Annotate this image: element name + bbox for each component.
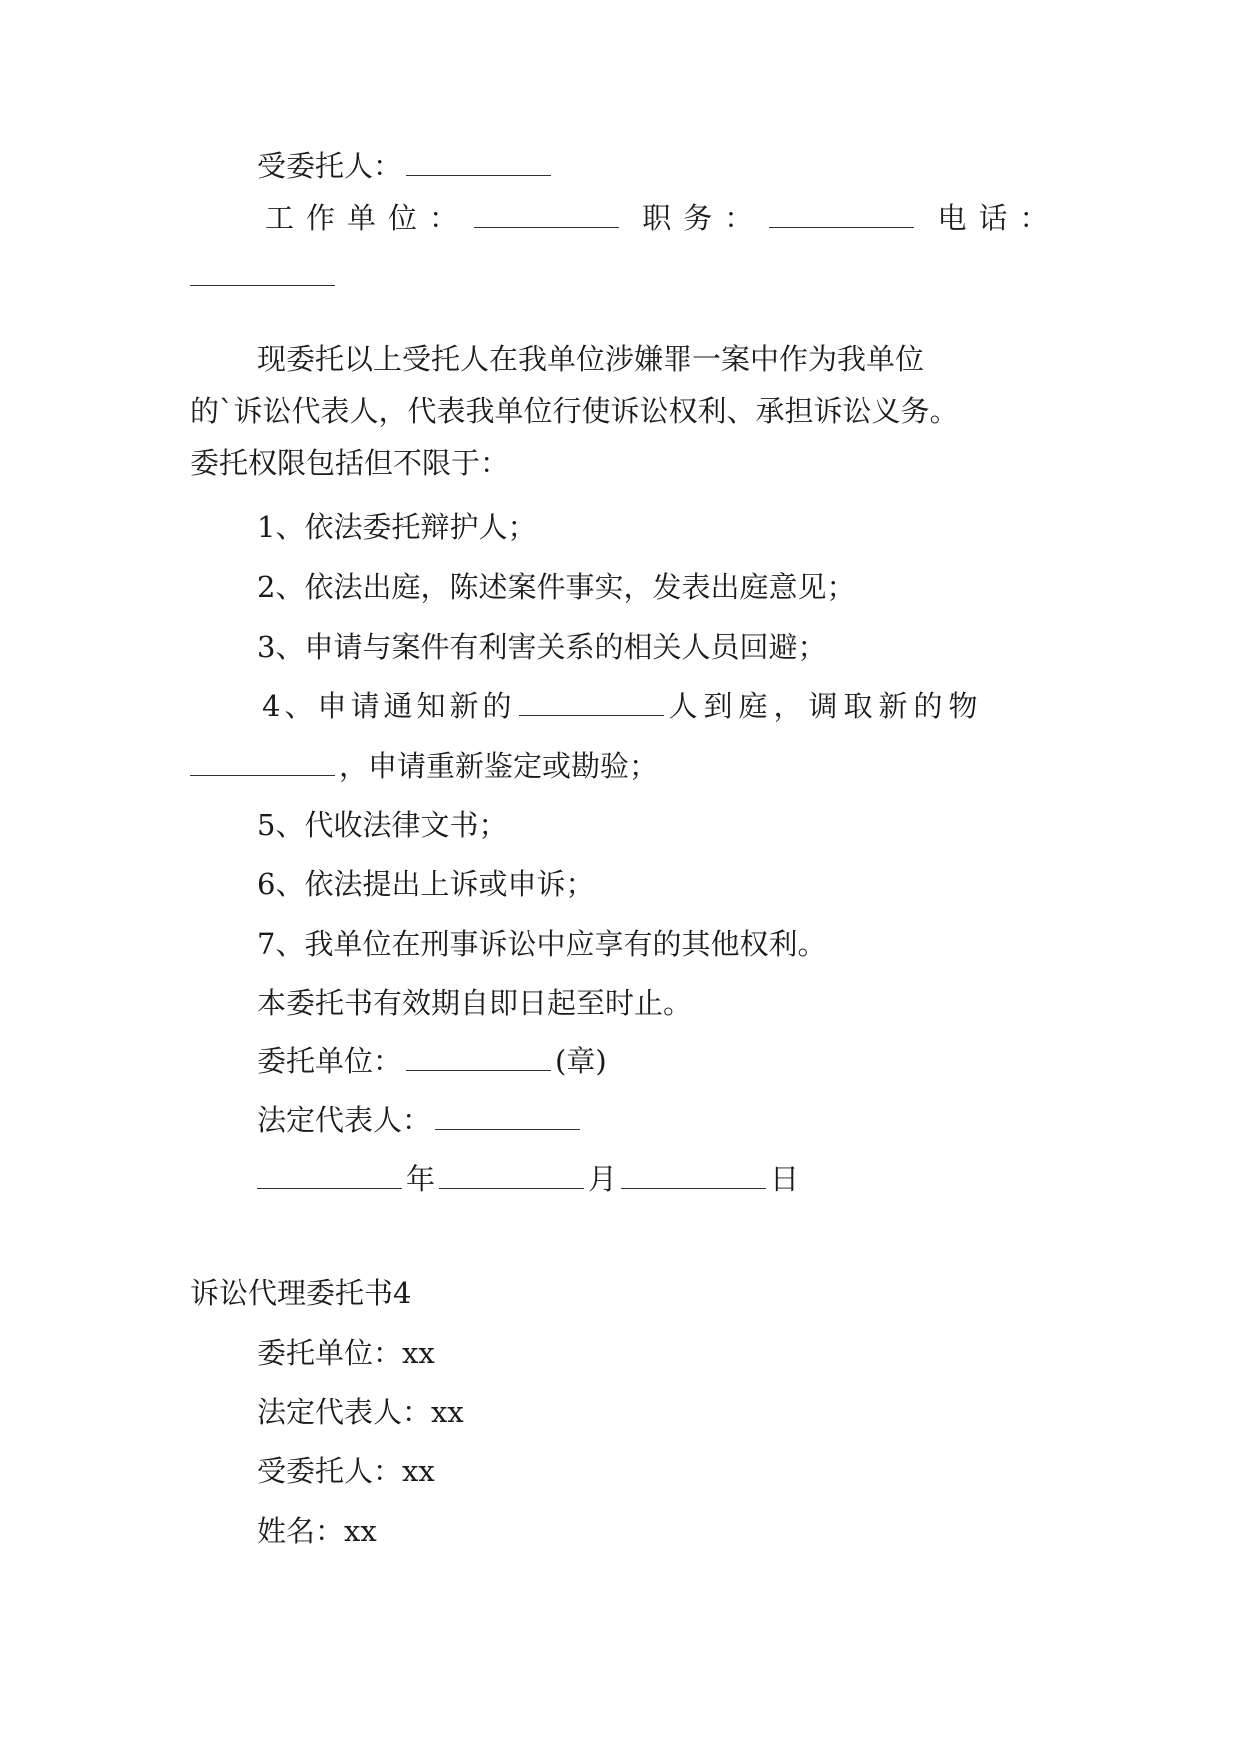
item4-part3: ，申请重新鉴定或勘验； (339, 749, 659, 783)
year-blank (257, 1164, 402, 1189)
item4-part1: 4、申请通知新的 (262, 689, 516, 723)
work-unit-label: 工作单位： (265, 201, 471, 235)
list-item-7: 7、我单位在刑事诉讼中应享有的其他权利。 (257, 927, 827, 961)
item4-part2: 人到庭，调取新的物 (668, 689, 984, 723)
list-item-3: 3、申请与案件有利害关系的相关人员回避； (257, 630, 827, 664)
trustee-line (257, 146, 555, 186)
phone-blank (190, 261, 335, 286)
month-label: 月 (588, 1162, 618, 1196)
para1-line1: 现委托以上受托人在我单位涉嫌罪一案中作为我单位 (257, 342, 925, 376)
month-blank (439, 1164, 584, 1189)
list-item-5: 5、代收法律文书； (257, 808, 508, 842)
section-title: 诉讼代理委托书4 (190, 1276, 412, 1310)
legal-rep-blank (435, 1105, 580, 1130)
client-unit-label: 委托单位： (257, 1044, 403, 1078)
s4-trustee: 受委托人：xx (257, 1454, 435, 1488)
client-unit-blank (406, 1046, 551, 1071)
list-item-1: 1、依法委托辩护人； (257, 510, 537, 544)
para1-line3: 委托权限包括但不限于： (190, 446, 510, 480)
day-blank (621, 1164, 766, 1189)
day-label: 日 (770, 1162, 800, 1196)
seal-mark: (章) (555, 1044, 607, 1078)
validity-line: 本委托书有效期自即日起至时止。 (257, 986, 693, 1020)
item4-blank2 (190, 751, 335, 776)
list-item-6: 6、依法提出上诉或申诉； (257, 867, 595, 901)
phone-blank-line (190, 256, 339, 296)
client-unit-line (257, 1041, 607, 1081)
s4-name: 姓名：xx (257, 1514, 377, 1548)
s4-client-unit: 委托单位：xx (257, 1336, 435, 1370)
trustee-label: 受委托人： (257, 149, 403, 183)
list-item-4 (262, 686, 983, 726)
work-unit-line (265, 198, 1060, 238)
position-blank (769, 203, 914, 228)
legal-rep-line (257, 1100, 584, 1140)
position-label: 职务： (642, 201, 766, 235)
date-line (257, 1159, 799, 1199)
legal-rep-label: 法定代表人： (257, 1103, 432, 1137)
phone-label: 电话： (937, 201, 1061, 235)
item4-blank1 (519, 691, 664, 716)
list-item-4-cont (190, 746, 658, 786)
list-item-2: 2、依法出庭，陈述案件事实，发表出庭意见； (257, 570, 856, 604)
s4-legal-rep: 法定代表人：xx (257, 1395, 464, 1429)
work-unit-blank (474, 203, 619, 228)
trustee-blank (406, 151, 551, 176)
year-label: 年 (406, 1162, 436, 1196)
para1-line2: 的`诉讼代表人，代表我单位行使诉讼权利、承担诉讼义务。 (190, 394, 959, 428)
